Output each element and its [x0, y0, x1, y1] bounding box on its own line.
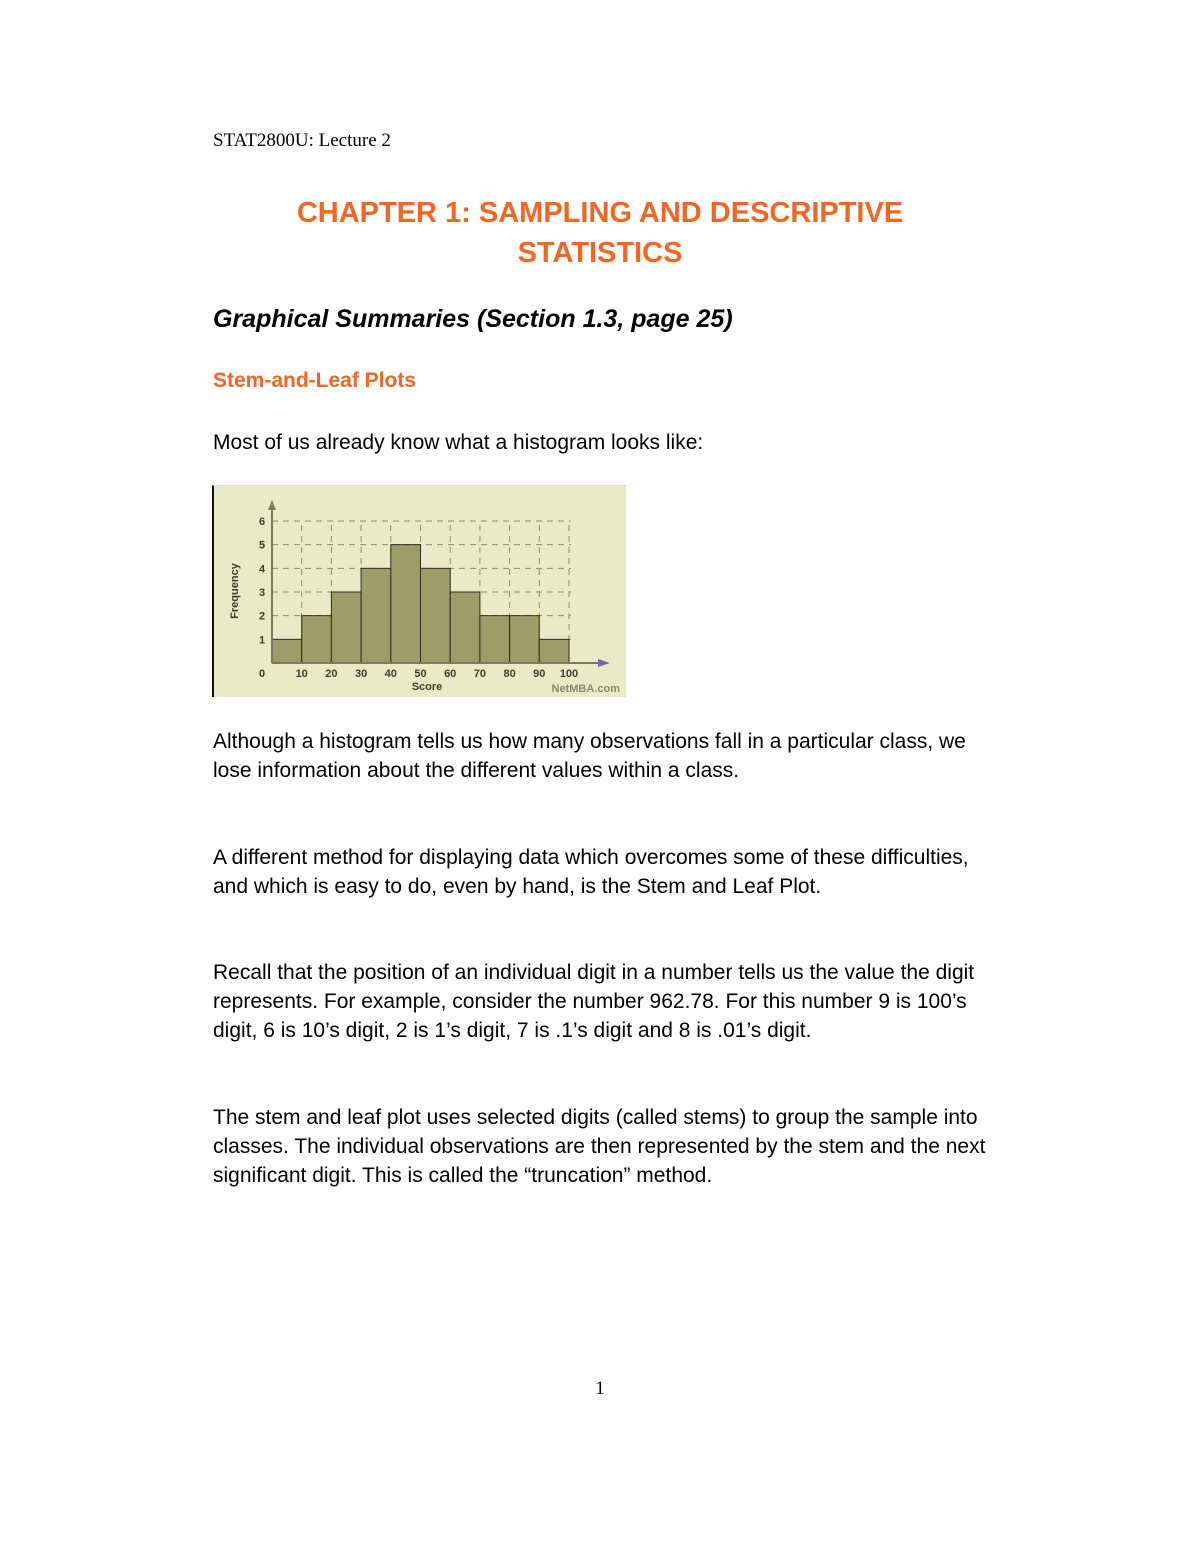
page-header: STAT2800U: Lecture 2: [213, 130, 391, 151]
x-axis-arrow: [598, 659, 610, 667]
y-tick-label-2: 2: [258, 610, 266, 623]
x-tick-label-20: 20: [325, 668, 338, 680]
y-axis-arrow: [268, 500, 276, 510]
y-tick-label-1: 1: [258, 634, 266, 647]
x-tick-label-90: 90: [533, 668, 546, 680]
histogram-bar-60-70: [450, 592, 480, 663]
subsection-title: Stem-and-Leaf Plots: [213, 369, 417, 392]
paragraph-truncation-method: The stem and leaf plot uses selected digits (called stems) to group the sample into classes. The individual observations are then represented by the stem and the next significant digit. This is called the “truncation” method.: [213, 1106, 986, 1187]
histogram-bar-0-10: [272, 639, 302, 663]
x-tick-label-70: 70: [473, 668, 487, 680]
histogram-figure: [212, 485, 626, 697]
histogram-bar-80-90: [510, 616, 540, 663]
paragraph-stem-leaf-intro: A different method for displaying data which overcomes some of these difficulties, and which is easy to do, even by hand, is the Stem and Leaf Plot.: [213, 846, 969, 898]
histogram-chart: [214, 486, 624, 696]
histogram-bar-40-50: [391, 545, 421, 663]
histogram-bar-30-40: [361, 568, 391, 663]
y-tick-label-4: 4: [258, 563, 266, 576]
chapter-title-line-1: CHAPTER 1: SAMPLING AND DESCRIPTIVE: [296, 197, 904, 229]
histogram-bar-20-30: [331, 592, 361, 663]
paragraph-digit-position: Recall that the position of an individual digit in a number tells us the value the digit represents. For example, consider the number 962.78. For this number 9 is 100’s digit, 6 is 10’s digit, 2 is 1’s digit, 7 is .1’s digit and 8 is .01’s digit.: [213, 961, 975, 1042]
x-tick-label-100: 100: [559, 668, 579, 680]
paragraph-histogram-limitation: Although a histogram tells us how many observations fall in a particular class, we lose information about the different values within a class.: [213, 730, 966, 782]
chapter-title-line-2: STATISTICS: [517, 237, 683, 269]
histogram-bar-70-80: [480, 616, 510, 663]
histogram-bar-90-100: [539, 639, 569, 663]
histogram-bar-10-20: [302, 616, 332, 663]
x-tick-label-0: 0: [258, 668, 266, 680]
bars: [272, 545, 569, 663]
x-axis-title: Score: [411, 681, 443, 693]
x-tick-label-50: 50: [414, 668, 427, 680]
y-tick-label-6: 6: [258, 516, 266, 528]
histogram-bar-50-60: [421, 568, 451, 663]
watermark-text: NetMBA.com: [551, 683, 620, 695]
x-tick-label-80: 80: [503, 668, 516, 680]
page-number: 1: [595, 1378, 605, 1399]
section-title: Graphical Summaries (Section 1.3, page 25): [213, 305, 733, 333]
x-tick-label-10: 10: [295, 668, 308, 680]
y-tick-label-3: 3: [258, 587, 266, 599]
chapter-title: [200, 193, 1000, 273]
y-axis-title: Frequency: [229, 563, 241, 619]
y-tick-label-5: 5: [258, 539, 266, 552]
paragraph-intro: Most of us already know what a histogram looks like:: [213, 431, 704, 454]
x-tick-label-30: 30: [354, 668, 368, 680]
x-tick-label-60: 60: [444, 668, 457, 680]
x-tick-label-40: 40: [384, 668, 397, 680]
